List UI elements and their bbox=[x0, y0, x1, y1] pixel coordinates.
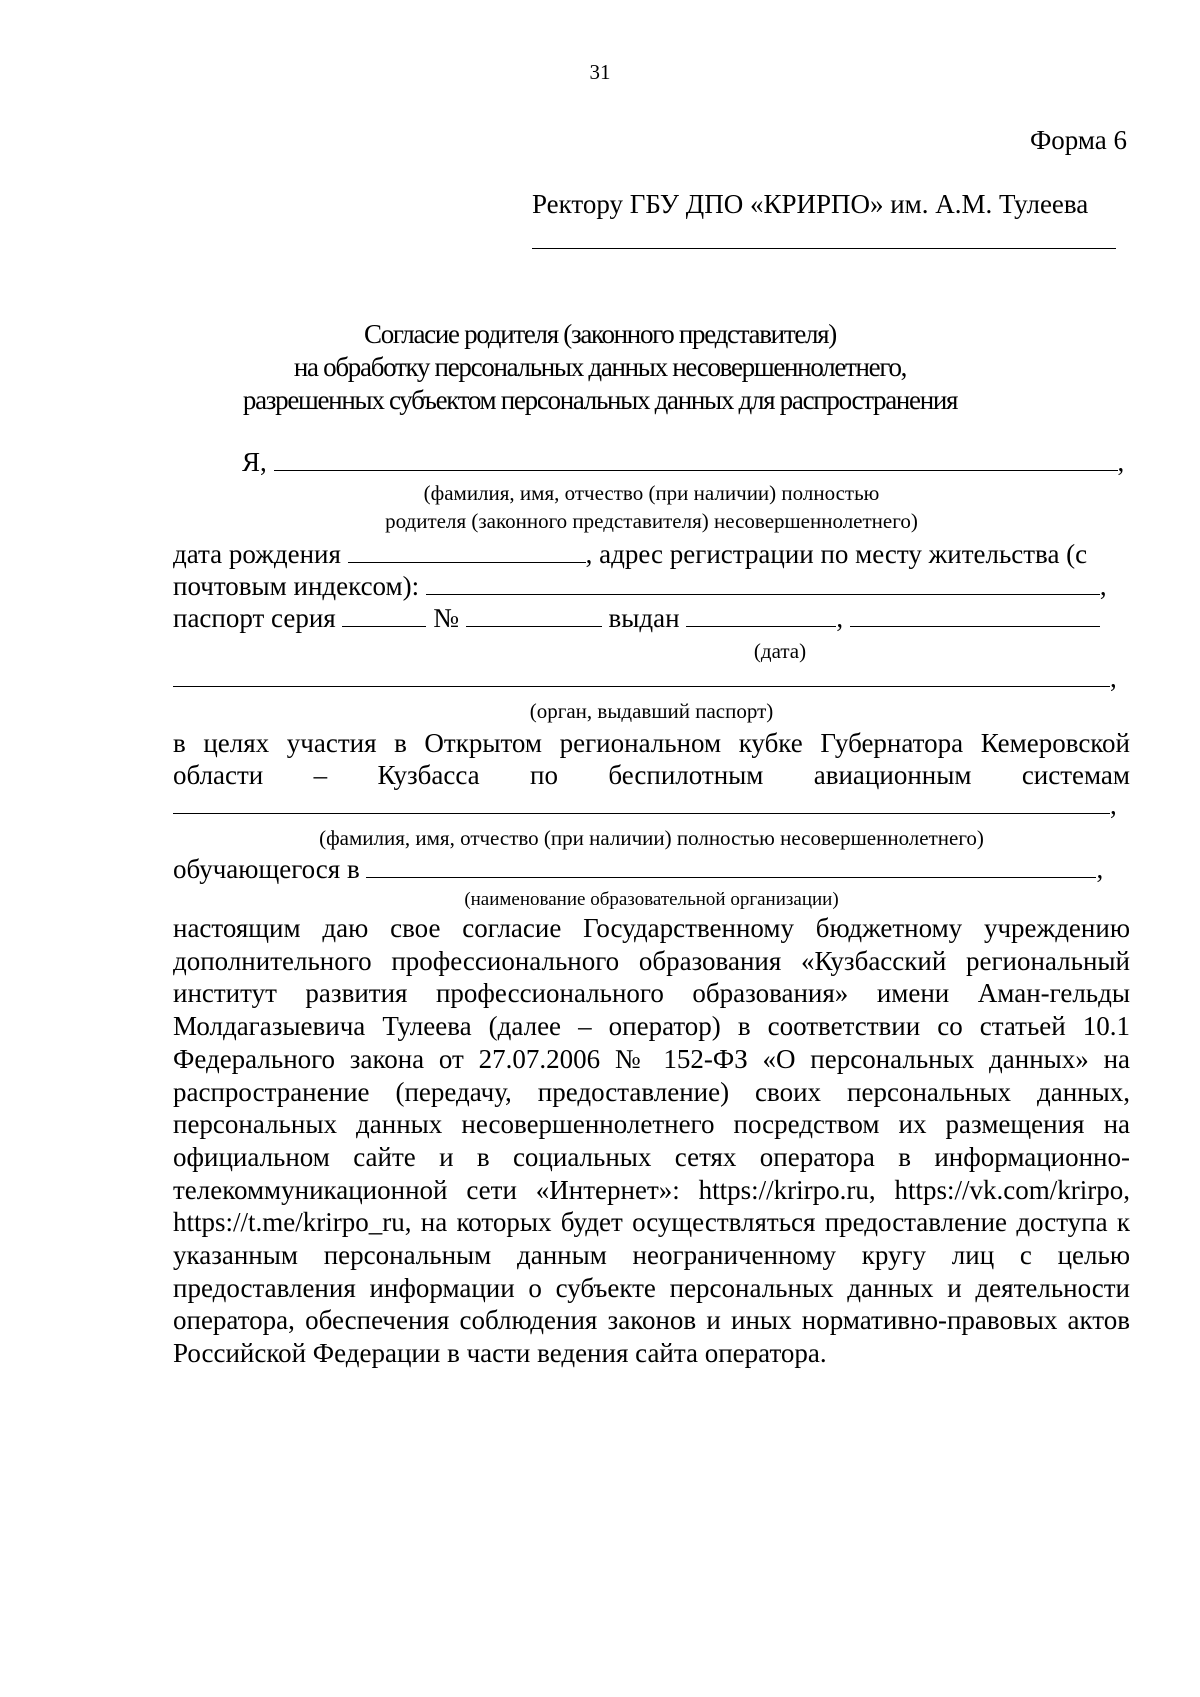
document-title bbox=[0, 318, 1200, 417]
addressee-blank-line[interactable] bbox=[532, 248, 1116, 249]
page-number: 31 bbox=[589, 60, 611, 84]
passport-series-field[interactable] bbox=[342, 604, 426, 627]
comma: , bbox=[1110, 790, 1117, 820]
title-line-2: на обработку персональных данных несовершеннолетнего, bbox=[293, 352, 907, 382]
date-hint: (дата) bbox=[753, 639, 807, 663]
passport-row bbox=[173, 603, 1130, 634]
address-label: , адрес регистрации по месту жительства (с bbox=[585, 539, 1088, 569]
issuer-hint: (орган, выдавший паспорт) bbox=[529, 699, 774, 723]
parent-name-hint-1: (фамилия, имя, отчество (при наличии) полностью bbox=[423, 481, 880, 505]
passport-series-label: паспорт серия bbox=[173, 603, 336, 633]
passport-number-field[interactable] bbox=[466, 604, 602, 627]
organization-hint: (наименование образовательной организации) bbox=[464, 889, 839, 910]
postal-label: почтовым индексом): bbox=[173, 571, 420, 601]
comma: , bbox=[1096, 854, 1104, 884]
parent-name-hint-2: родителя (законного представителя) несовершеннолетнего) bbox=[385, 509, 918, 533]
issue-date-field[interactable] bbox=[686, 604, 836, 627]
comma: , bbox=[836, 603, 844, 633]
issued-label: выдан bbox=[608, 603, 680, 633]
minor-name-field[interactable] bbox=[173, 791, 1110, 814]
minor-name-hint: (фамилия, имя, отчество (при наличии) полностью несовершеннолетнего) bbox=[319, 826, 984, 850]
student-row bbox=[173, 854, 1130, 885]
parent-name-row bbox=[173, 447, 1130, 478]
passport-number-label: № bbox=[433, 603, 459, 633]
birth-row bbox=[173, 539, 1130, 570]
form-number: Форма 6 bbox=[1029, 125, 1127, 155]
parent-name-field[interactable] bbox=[274, 448, 1118, 471]
comma: , bbox=[1117, 447, 1125, 477]
birth-date-field[interactable] bbox=[348, 540, 586, 563]
postal-row bbox=[173, 571, 1130, 602]
minor-name-row bbox=[173, 790, 1130, 821]
comma: , bbox=[1099, 571, 1107, 601]
comma: , bbox=[1110, 663, 1117, 693]
organization-field[interactable] bbox=[366, 855, 1096, 878]
issuer-field[interactable] bbox=[173, 664, 1110, 687]
title-line-1: Согласие родителя (законного представителя) bbox=[364, 319, 836, 349]
student-label: обучающегося в bbox=[173, 854, 360, 884]
birth-label: дата рождения bbox=[173, 539, 341, 569]
addressee: Ректору ГБУ ДПО «КРИРПО» им. А.М. Тулеева bbox=[532, 189, 1089, 219]
issue-extra-field[interactable] bbox=[850, 604, 1100, 627]
issuer-row bbox=[173, 663, 1130, 694]
purpose-line-2: области – Кузбасса по беспилотным авиационным системам bbox=[173, 760, 1130, 790]
address-field[interactable] bbox=[426, 572, 1100, 595]
title-line-3: разрешенных субъектом персональных данных для распространения bbox=[242, 385, 958, 415]
purpose-line-1: в целях участия в Открытом региональном кубке Губернатора Кемеровской bbox=[173, 728, 1130, 758]
consent-text: настоящим даю свое согласие Государственному бюджетному учреждению дополнительного профессионального образования «Кузбасский региональный институт развития профессионального образования» имени Аман-гельды Молдагазыевича Тулеева (далее – оператор) в соответствии со статьей 10.1 Федерального закона от 27.07.2006 № 152-ФЗ «О персональных данных» на распространение (передачу, предоставление) своих персональных данных, персональных данных несовершеннолетнего посредством их размещения на официальном сайте и в социальных сетях оператора в информационно-телекоммуникационной сети «Интернет»: https://krirpo.ru, https://vk.com/krirpo, https://t.me/krirpo_ru, на которых будет осуществляться предоставление доступа к указанным персональным данным неограниченному кругу лиц с целью предоставления информации о субъекте персональных данных и деятельности оператора, обеспечения соблюдения законов и иных нормативно-правовых актов Российской Федерации в части ведения сайта оператора. bbox=[173, 913, 1130, 1369]
ya-label: Я, bbox=[242, 447, 267, 477]
